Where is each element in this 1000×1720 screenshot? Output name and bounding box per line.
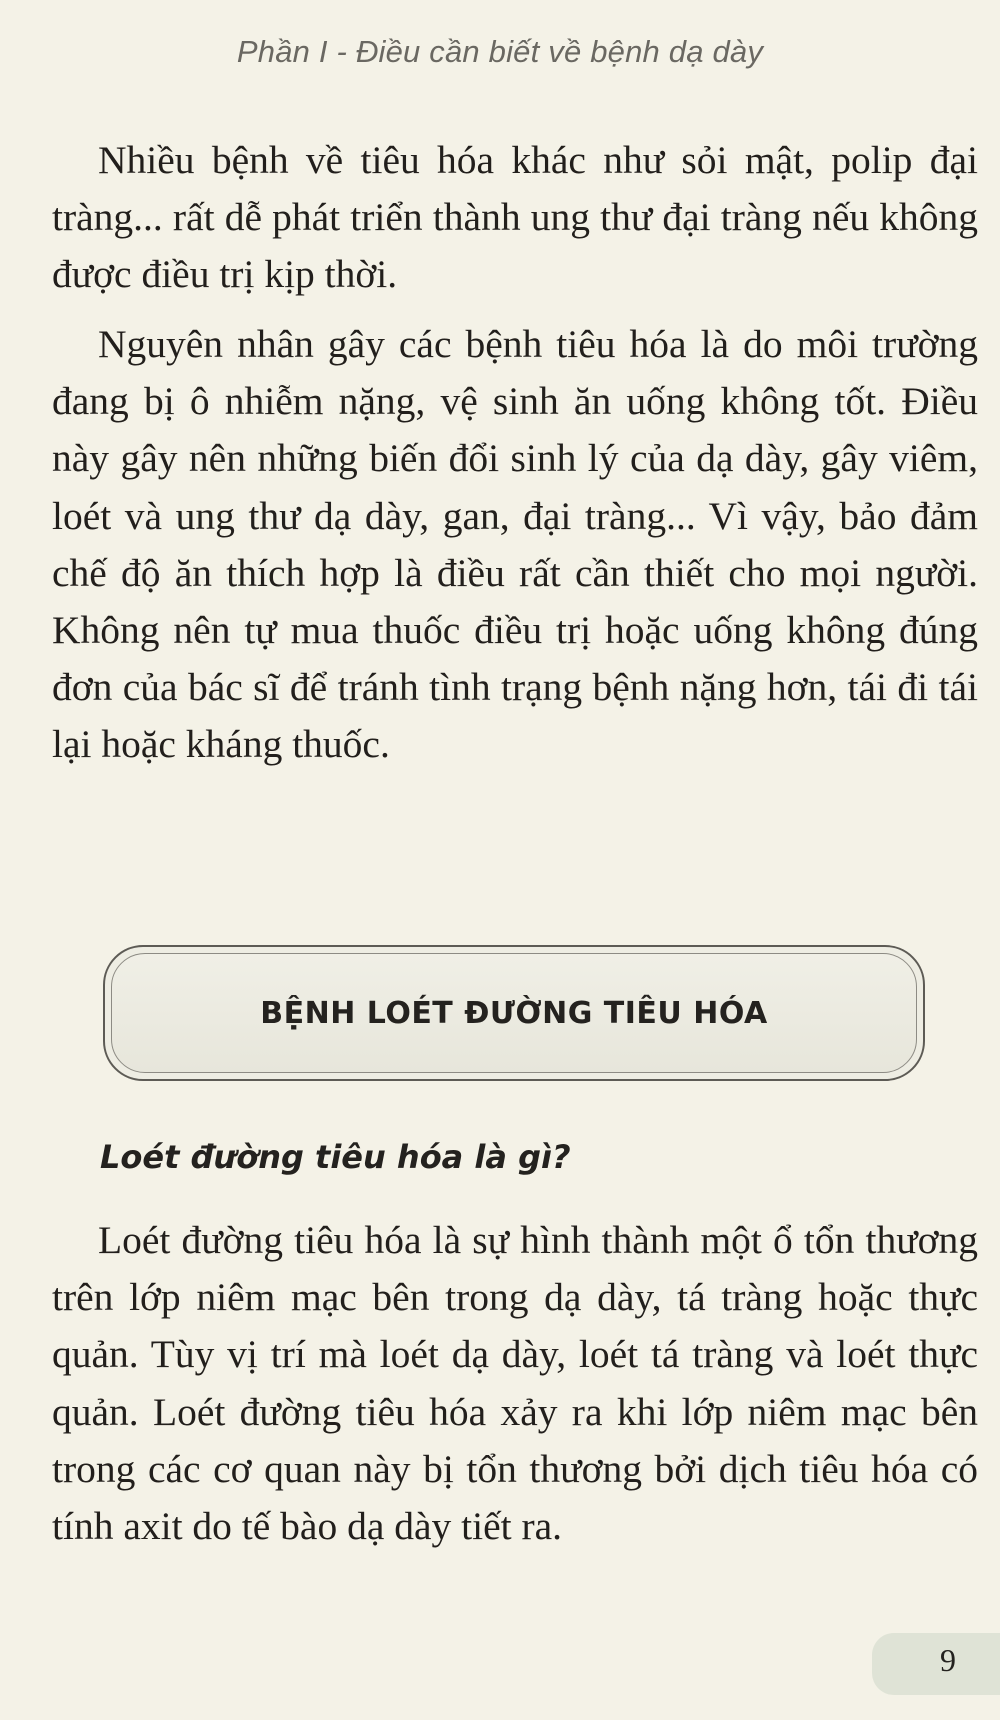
section-heading-box [103, 945, 925, 1081]
running-header: Phần I - Điều cần biết về bệnh dạ dày [236, 34, 764, 69]
page-number: 9 [940, 1642, 956, 1678]
body-paragraph: Loét đường tiêu hóa là sự hình thành một ổ tổn thương trên lớp niêm mạc bên trong dạ dày, tá tràng hoặc thực quản. Tùy vị trí mà loét dạ dày, loét tá tràng và loét thực quản. Loét đường tiêu hóa xảy ra khi lớp niêm mạc bên trong các cơ quan này bị tổn thương bởi dịch tiêu hóa có tính axit do tế bào dạ dày tiết ra. [52, 1218, 978, 1549]
page-number-tab [872, 1633, 1000, 1695]
section-heading-frame [111, 953, 917, 1073]
body-paragraph: Nguyên nhân gây các bệnh tiêu hóa là do môi trường đang bị ô nhiễm nặng, vệ sinh ăn uống không tốt. Điều này gây nên những biến đổi sinh lý của dạ dày, gây viêm, loét và ung thư dạ dày, gan, đại tràng... Vì vậy, bảo đảm chế độ ăn thích hợp là điều rất cần thiết cho mọi người. Không nên tự mua thuốc điều trị hoặc uống không đúng đơn của bác sĩ để tránh tình trạng bệnh nặng hơn, tái đi tái lại hoặc kháng thuốc. [52, 322, 978, 767]
subheading: Loét đường tiêu hóa là gì? [100, 1138, 571, 1176]
section-heading: BỆNH LOÉT ĐƯỜNG TIÊU HÓA [260, 995, 768, 1031]
body-paragraph: Nhiều bệnh về tiêu hóa khác như sỏi mật, polip đại tràng... rất dễ phát triển thành ung thư đại tràng nếu không được điều trị kịp thời. [52, 138, 978, 297]
